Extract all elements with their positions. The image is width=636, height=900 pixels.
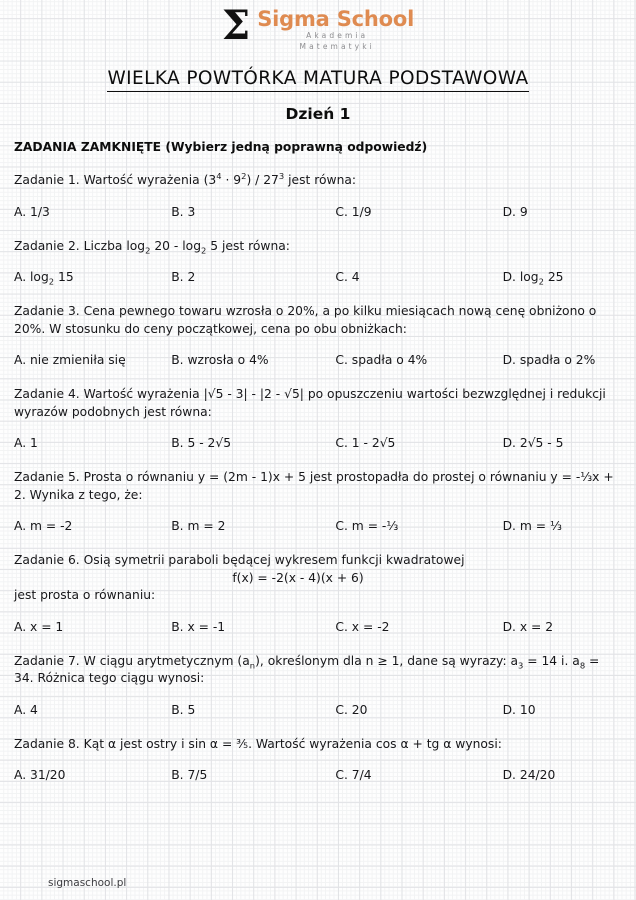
question-prompt <box>14 238 622 256</box>
answer-option-d[interactable]: D. 9 <box>502 204 528 219</box>
page-subtitle: Dzień 1 <box>285 105 351 123</box>
answer-option-c[interactable]: C. 1 - 2√5 <box>335 436 396 450</box>
page-title <box>14 68 622 90</box>
prompt-part: ), określonym dla n ≥ 1, dane są wyrazy: a <box>255 653 519 668</box>
question-zadanie-5 <box>14 469 622 534</box>
answer-option-c[interactable]: C. m = -⅓ <box>335 519 399 533</box>
answer-option-b[interactable]: B. m = 2 <box>171 519 226 533</box>
question-prompt: Zadanie 3. Cena pewnego towaru wzrosła o 20%, a po kilku miesiącach nową cenę obniżono o 20%. W stosunku do ceny początkowej, cena po obu obniżkach: <box>14 304 597 336</box>
prompt-part: · 9 <box>221 173 242 187</box>
answer-option-a[interactable]: A. nie zmieniła się <box>14 353 126 367</box>
subscript: 3 <box>518 659 524 670</box>
answer-option-c[interactable]: C. 4 <box>335 270 360 284</box>
answer-option-d[interactable]: D. m = ⅓ <box>502 519 562 533</box>
logo-subtitle-line-1: Akademia <box>306 31 369 40</box>
answer-option-b[interactable]: B. 5 <box>171 702 196 717</box>
prompt-part: 20 - log <box>150 238 201 253</box>
prompt-part: ) / 27 <box>246 173 279 187</box>
answer-options <box>14 204 622 220</box>
question-prompt: Zadanie 5. Prosta o równaniu y = (2m - 1)x + 5 jest prostopadła do prostej o równaniu y = -⅓x + 2. Wynika z tego, że: <box>14 470 614 502</box>
logo-title: Sigma School <box>257 7 415 31</box>
answer-options <box>14 352 622 368</box>
subscript: 8 <box>579 659 586 670</box>
answer-option-a[interactable]: A. 1/3 <box>14 204 50 219</box>
answer-options <box>14 435 622 451</box>
prompt-part: Zadanie 1. Wartość wyrażenia (3 <box>14 173 217 187</box>
question-formula: f(x) = -2(x - 4)(x + 6) <box>232 570 364 585</box>
question-zadanie-2 <box>14 238 622 286</box>
superscript: 4 <box>216 170 222 181</box>
answer-option-a[interactable]: A. x = 1 <box>14 619 64 634</box>
answer-part: 15 <box>54 270 74 284</box>
question-prompt: Zadanie 6. Osią symetrii paraboli będącej wykresem funkcji kwadratowej <box>14 553 465 567</box>
sigma-icon: Σ <box>221 2 251 49</box>
subscript: 2 <box>48 276 55 287</box>
answer-option-a[interactable]: A. 1 <box>14 436 38 450</box>
prompt-part: = 14 i. a <box>523 653 580 668</box>
answer-option-d[interactable]: D. x = 2 <box>502 619 554 634</box>
answer-option-b[interactable]: B. 5 - 2√5 <box>171 436 232 450</box>
question-prompt <box>14 653 622 688</box>
answer-option-c[interactable]: C. 20 <box>335 702 368 717</box>
answer-option-d[interactable]: D. 10 <box>502 702 536 717</box>
superscript: 2 <box>241 170 247 181</box>
logo-inner <box>221 2 415 52</box>
answer-option-d[interactable]: D. spadła o 2% <box>502 353 596 367</box>
answer-options <box>14 269 622 285</box>
answer-option-c[interactable]: C. 1/9 <box>335 204 372 219</box>
question-zadanie-1 <box>14 172 622 220</box>
answer-option-b[interactable]: B. 3 <box>171 204 196 219</box>
answer-option-a[interactable]: A. 31/20 <box>14 768 66 782</box>
answer-option-c[interactable]: C. 7/4 <box>335 768 372 782</box>
question-prompt: Zadanie 8. Kąt α jest ostry i sin α = ⅗. Wartość wyrażenia cos α + tg α wynosi: <box>14 736 502 751</box>
answer-options <box>14 619 622 635</box>
prompt-part: Zadanie 7. W ciągu arytmetycznym (a <box>14 653 250 668</box>
prompt-part: jest równa: <box>284 173 357 187</box>
answer-option-c[interactable]: C. spadła o 4% <box>335 353 428 367</box>
section-heading: ZADANIA ZAMKNIĘTE (Wybierz jedną poprawną odpowiedź) <box>14 140 428 154</box>
question-zadanie-7 <box>14 653 622 718</box>
answer-option-b[interactable]: B. wzrosła o 4% <box>171 353 269 367</box>
prompt-part: = 34. Różnica tego ciągu wynosi: <box>14 653 600 685</box>
superscript: 3 <box>278 170 285 181</box>
prompt-part: 5 jest równa: <box>206 238 290 253</box>
answer-part: D. log <box>502 270 539 284</box>
prompt-part: Zadanie 2. Liczba log <box>14 238 146 253</box>
logo-subtitle-line-2: Matematyki <box>299 42 375 51</box>
question-prompt-continued: jest prosta o równaniu: <box>14 588 156 602</box>
answer-option-b[interactable]: B. 2 <box>171 270 196 284</box>
answer-options <box>14 518 622 534</box>
answer-option-a[interactable]: A. 4 <box>14 702 38 717</box>
subscript: 2 <box>201 244 207 255</box>
answer-part: A. log <box>14 270 49 284</box>
footer-website: sigmaschool.pl <box>48 877 127 889</box>
question-prompt <box>14 172 622 190</box>
subscript: 2 <box>145 244 151 255</box>
logo-text <box>257 6 414 52</box>
question-zadanie-8 <box>14 736 622 784</box>
question-zadanie-4 <box>14 386 622 451</box>
answer-options <box>14 702 622 718</box>
answer-option-d[interactable]: D. 24/20 <box>502 768 556 782</box>
subscript: n <box>249 659 256 670</box>
subscript: 2 <box>538 276 544 287</box>
logo <box>14 0 622 58</box>
answer-option-a[interactable]: A. m = -2 <box>14 519 73 533</box>
answer-part: 25 <box>543 270 564 284</box>
answer-option-d[interactable] <box>503 269 622 285</box>
answer-option-b[interactable]: B. 7/5 <box>171 768 208 782</box>
answer-option-d[interactable]: D. 2√5 - 5 <box>502 436 564 450</box>
answer-option-b[interactable]: B. x = -1 <box>171 619 226 634</box>
question-zadanie-6 <box>14 552 622 635</box>
question-zadanie-3 <box>14 303 622 368</box>
page-title-text: WIELKA POWTÓRKA MATURA PODSTAWOWA <box>107 68 528 92</box>
answer-option-c[interactable]: C. x = -2 <box>335 619 390 634</box>
question-prompt: Zadanie 4. Wartość wyrażenia |√5 - 3| - |2 - √5| po opuszczeniu wartości bezwzględnej i redukcji wyrazów podobnych jest równa: <box>14 387 606 419</box>
answer-options <box>14 767 622 783</box>
answer-option-a[interactable] <box>14 269 171 285</box>
